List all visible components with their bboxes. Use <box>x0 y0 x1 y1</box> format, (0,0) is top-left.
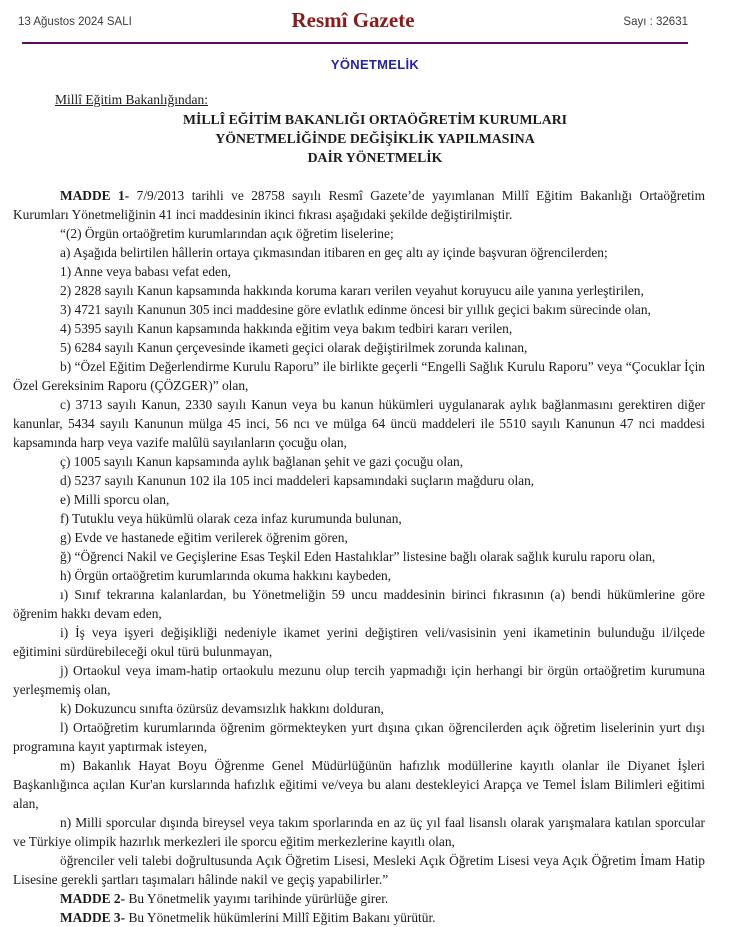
body-paragraph: ı) Sınıf tekrarına kalanlardan, bu Yönetmeliğin 59 uncu maddesinin birinci fıkrasının (a) bendi hükümlerine göre öğrenim hakkı devam eden, <box>13 587 705 621</box>
body-paragraph: “(2) Örgün ortaöğretim kurumlarından açık öğretim liselerine; <box>60 226 394 241</box>
masthead <box>18 8 688 38</box>
body-paragraph: 2) 2828 sayılı Kanun kapsamında hakkında koruma kararı verilen veyahut koruyucu aile yanına yerleştirilen, <box>60 283 644 298</box>
issuing-authority: Millî Eğitim Bakanlığından: <box>55 92 208 107</box>
body-paragraph: f) Tutuklu veya hükümlü olarak ceza infaz kurumunda bulunan, <box>60 511 402 526</box>
body-paragraph: n) Milli sporcular dışında bireysel veya takım sporlarında en az üç yıl faal lisanslı olarak yarışmalara katılan sporcular ve Türkiye olimpik hazırlık merkezleri ile sporcu eğitim merkezlerine kayıtlı olan, <box>13 815 705 849</box>
body-paragraph: b) “Özel Eğitim Değerlendirme Kurulu Raporu” ile birlikte geçerli “Engelli Sağlık Kurulu Raporu” veya “Çocuklar İçin Özel Gereksinim Raporu (ÇÖZGER)” olan, <box>13 359 705 393</box>
body-paragraph: MADDE 2- Bu Yönetmelik yayımı tarihinde yürürlüğe girer. <box>60 891 389 906</box>
body-paragraph: 3) 4721 sayılı Kanunun 305 inci maddesine göre evlatlık edinme öncesi bir yıllık geçici bakım sürecinde olan, <box>60 302 651 317</box>
section-heading: YÖNETMELİK <box>330 57 420 72</box>
gazette-title: Resmî Gazete <box>291 8 415 32</box>
document-title-line-2: YÖNETMELİĞİNDE DEĞİŞİKLİK YAPILMASINA <box>215 131 535 146</box>
body-paragraph: a) Aşağıda belirtilen hâllerin ortaya çıkmasından itibaren en geç altı ay içinde başvuran öğrencilerden; <box>60 245 608 260</box>
document-title <box>0 110 750 167</box>
article-label: MADDE 1- <box>60 188 130 203</box>
body-paragraph: h) Örgün ortaöğretim kurumlarında okuma hakkını kaybeden, <box>60 568 392 583</box>
body-paragraph: 5) 6284 sayılı Kanun çerçevesinde ikameti geçici olarak değiştirilmek zorunda kalınan, <box>60 340 528 355</box>
body-paragraph: c) 3713 sayılı Kanun, 2330 sayılı Kanun veya bu kanun hükümleri uygulanarak aylık bağlanmasını gerektiren diğer kanunlar, 5434 sayılı Kanunun mülga 45 inci, 56 ncı ve mülga 64 üncü maddeleri ile 5510 sayılı Kanunun 47 nci maddesi kapsamında harp veya vazife malûlü sayılanların çocuğu olan, <box>13 397 705 450</box>
body-paragraph: 4) 5395 sayılı Kanun kapsamında hakkında eğitim veya bakım tedbiri kararı verilen, <box>60 321 513 336</box>
body-paragraph: j) Ortaokul veya imam-hatip ortaokulu mezunu olup tercih yapmadığı için herhangi bir örgün ortaöğretim kurumuna yerleşmemiş olan, <box>13 663 705 697</box>
body-paragraph: i) İş veya işyeri değişikliği nedeniyle ikamet yerini değiştiren veli/vasisinin yeni ikametinin bulunduğu il/ilçede eğitimini sürdürebileceği okul türü bulunmayan, <box>13 625 705 659</box>
document-title-line-3: DAİR YÖNETMELİK <box>307 150 443 165</box>
article-label: MADDE 2- <box>60 891 126 906</box>
body-paragraph: k) Dokuzuncu sınıfta özürsüz devamsızlık hakkını dolduran, <box>60 701 384 716</box>
body-paragraph: ğ) “Öğrenci Nakil ve Geçişlerine Esas Teşkil Eden Hastalıklar” listesine bağlı olarak sağlık kurulu raporu olan, <box>60 549 656 564</box>
gazette-issue-number: Sayı : 32631 <box>623 16 688 28</box>
body-paragraph: MADDE 3- Bu Yönetmelik hükümlerini Millî Eğitim Bakanı yürütür. <box>60 910 436 925</box>
document-body <box>0 186 750 927</box>
body-paragraph: g) Evde ve hastanede eğitim verilerek öğrenim gören, <box>60 530 348 545</box>
body-paragraph: ç) 1005 sayılı Kanun kapsamında aylık bağlanan şehit ve gazi çocuğu olan, <box>60 454 464 469</box>
body-paragraph: d) 5237 sayılı Kanunun 102 ila 105 inci maddeleri kapsamındaki suçların mağduru olan, <box>60 473 535 488</box>
body-paragraph: 1) Anne veya babası vefat eden, <box>60 264 232 279</box>
masthead-divider <box>22 42 688 44</box>
body-paragraph: MADDE 1- 7/9/2013 tarihli ve 28758 sayılı Resmî Gazete’de yayımlanan Millî Eğitim Bakanlığı Ortaöğretim Kurumları Yönetmeliğinin 41 inci maddesinin ikinci fıkrası aşağıdaki şekilde değiştirilmiştir. <box>13 188 705 222</box>
document-title-line-1: MİLLÎ EĞİTİM BAKANLIĞI ORTAÖĞRETİM KURUMLARI <box>182 112 568 127</box>
body-paragraph: e) Milli sporcu olan, <box>60 492 170 507</box>
body-paragraph: l) Ortaöğretim kurumlarında öğrenim görmekteyken yurt dışına çıkan öğrencilerden açık öğretim liselerinin yurt dışı programına kayıt yaptırmak isteyen, <box>13 720 705 754</box>
body-paragraph: m) Bakanlık Hayat Boyu Öğrenme Genel Müdürlüğünün hafızlık modüllerine kayıtlı olanlar ile Diyanet İşleri Başkanlığınca açılan Kur'an kurslarında hafızlık eğitimi ve/veya bu alanı destekleyici Arapça ve Temel İslam Bilimleri eğitimi alan, <box>13 758 705 811</box>
body-paragraph: öğrenciler veli talebi doğrultusunda Açık Öğretim Lisesi, Mesleki Açık Öğretim Lisesi veya Açık Öğretim İmam Hatip Lisesine gerekli şartları taşımaları hâlinde nakil ve geçiş yapabilirler.” <box>13 853 705 887</box>
gazette-page <box>0 8 750 925</box>
article-label: MADDE 3- <box>60 910 126 925</box>
gazette-date: 13 Ağustos 2024 SALI <box>18 16 132 28</box>
